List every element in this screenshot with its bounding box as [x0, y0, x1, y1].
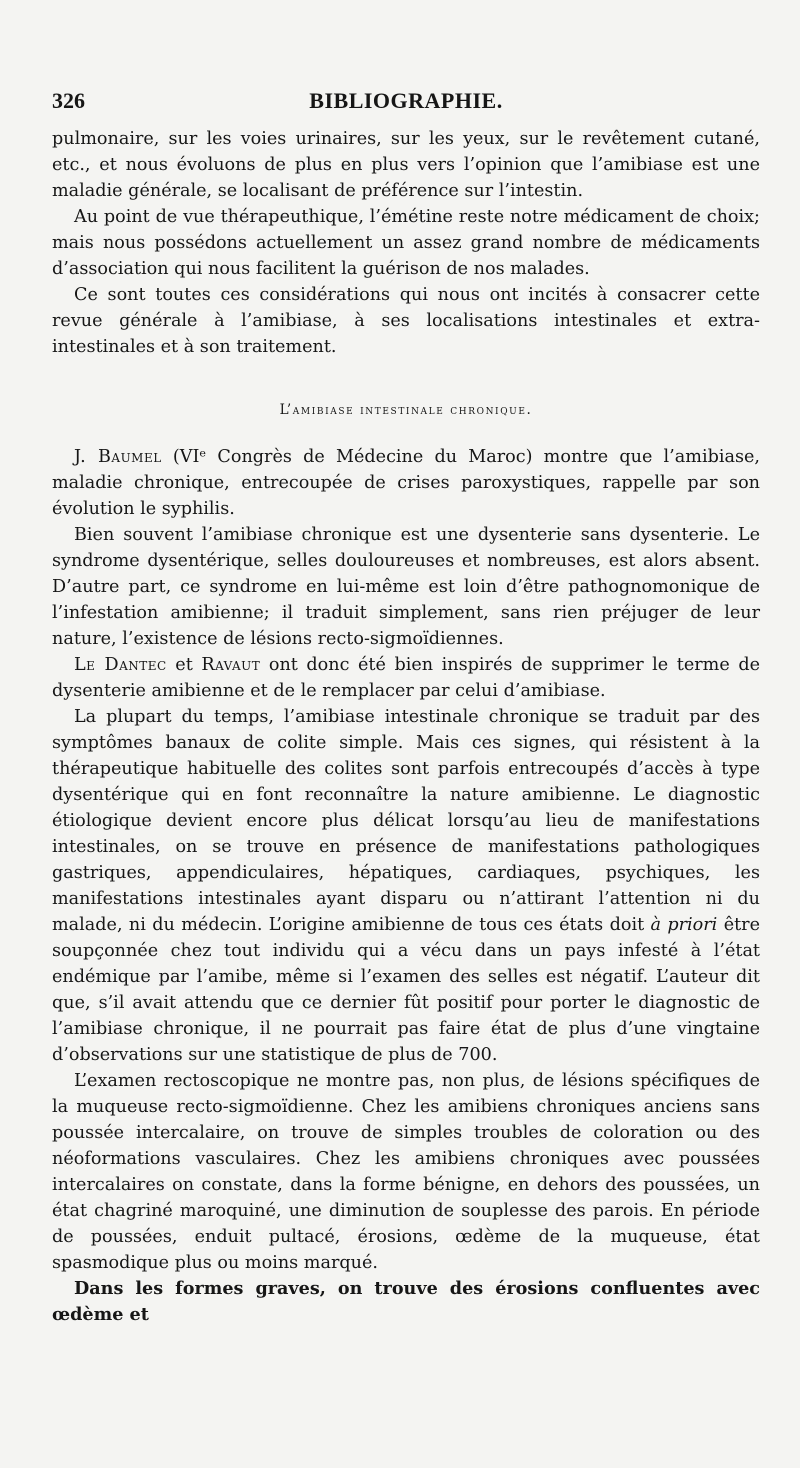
section-paragraph-4 [52, 704, 760, 1068]
paragraph-text: La plupart du temps, l’amibiase intestinale chronique se traduit par des symptômes banaux de colite simple. Mais ces signes, qui résistent à la thérapeutique habituelle des colites sont parfois entrecoupés d’accès à type dysentérique qui en font reconnaître la nature amibienne. Le diagnostic étiologique devient encore plus délicat lorsqu’au lieu de manifestations intestinales, on se trouve en présence de manifestations pathologiques gastriques, appendiculaires, hépatiques, cardiaques, psychiques, les manifestations intestinales ayant disparu ou n’attirant l’attention ni du malade, ni du médecin. L’origine amibienne de tous ces états doit [52, 707, 760, 935]
author-name: J. Baumel [74, 447, 162, 467]
italic-phrase: à priori [650, 915, 718, 935]
section-paragraph-3 [52, 652, 760, 704]
intro-paragraph-2: Au point de vue thérapeuthique, l’émétine reste notre médicament de choix; mais nous possédons actuellement un assez grand nombre de médicaments d’association qui nous facilitent la guérison de nos malades. [52, 207, 760, 279]
section-paragraph-1 [52, 444, 760, 522]
paragraph-text: (VIᵉ Congrès de Médecine du Maroc) montre que l’amibiase, maladie chronique, entrecoupée de crises paroxystiques, rappelle par son évolution le syphilis. [52, 447, 760, 519]
section-paragraph-5: L’examen rectoscopique ne montre pas, non plus, de lésions spécifiques de la muqueuse recto-sigmoïdienne. Chez les amibiens chroniques anciens sans poussée intercalaire, on trouve de simples troubles de coloration ou des néoformations vasculaires. Chez les amibiens chroniques avec poussées intercalaires on constate, dans la forme bénigne, en dehors des poussées, un état chagriné maroquiné, une diminution de souplesse des parois. En période de poussées, enduit pultacé, érosions, œdème de la muqueuse, état spasmodique plus ou moins marqué. [52, 1071, 760, 1273]
author-name: Ravaut [201, 655, 261, 675]
connector-text: et [166, 655, 202, 675]
intro-paragraph-3: Ce sont toutes ces considérations qui nous ont incités à consacrer cette revue générale à l’amibiase, à ses localisations intestinales et extra-intestinales et à son traitement. [52, 285, 760, 357]
section-paragraph-6: Dans les formes graves, on trouve des érosions confluentes avec œdème et [52, 1278, 760, 1325]
paragraph-text: ont donc été bien inspirés de supprimer le terme de dysenterie amibienne et de le remplacer par celui d’amibiase. [52, 655, 760, 701]
author-name: Le Dantec [74, 655, 167, 675]
paragraph-text: être soupçonnée chez tout individu qui a vécu dans un pays infesté à l’état endémique par l’amibe, même si l’examen des selles est négatif. L’auteur dit que, s’il avait attendu que ce dernier fût positif pour porter le diagnostic de l’amibiase chronique, il ne pourrait pas faire état de plus d’une vingtaine d’observations sur une statistique de plus de 700. [52, 915, 760, 1065]
running-title: BIBLIOGRAPHIE. [309, 88, 503, 113]
page-number: 326 [52, 88, 85, 113]
intro-paragraph-1: pulmonaire, sur les voies urinaires, sur les yeux, sur le revêtement cutané, etc., et nous évoluons de plus en plus vers l’opinion que l’amibiase est une maladie générale, se localisant de préférence sur l’intestin. [52, 129, 760, 201]
running-head [52, 86, 760, 116]
section-paragraph-2: Bien souvent l’amibiase chronique est une dysenterie sans dysenterie. Le syndrome dysentérique, selles douloureuses et nombreuses, est alors absent. D’autre part, ce syndrome en lui-même est loin d’être pathognomonique de l’infestation amibienne; il traduit simplement, sans rien préjuger de leur nature, l’existence de lésions recto-sigmoïdiennes. [52, 525, 760, 649]
section-heading: L’amibiase intestinale chronique. [279, 402, 533, 418]
